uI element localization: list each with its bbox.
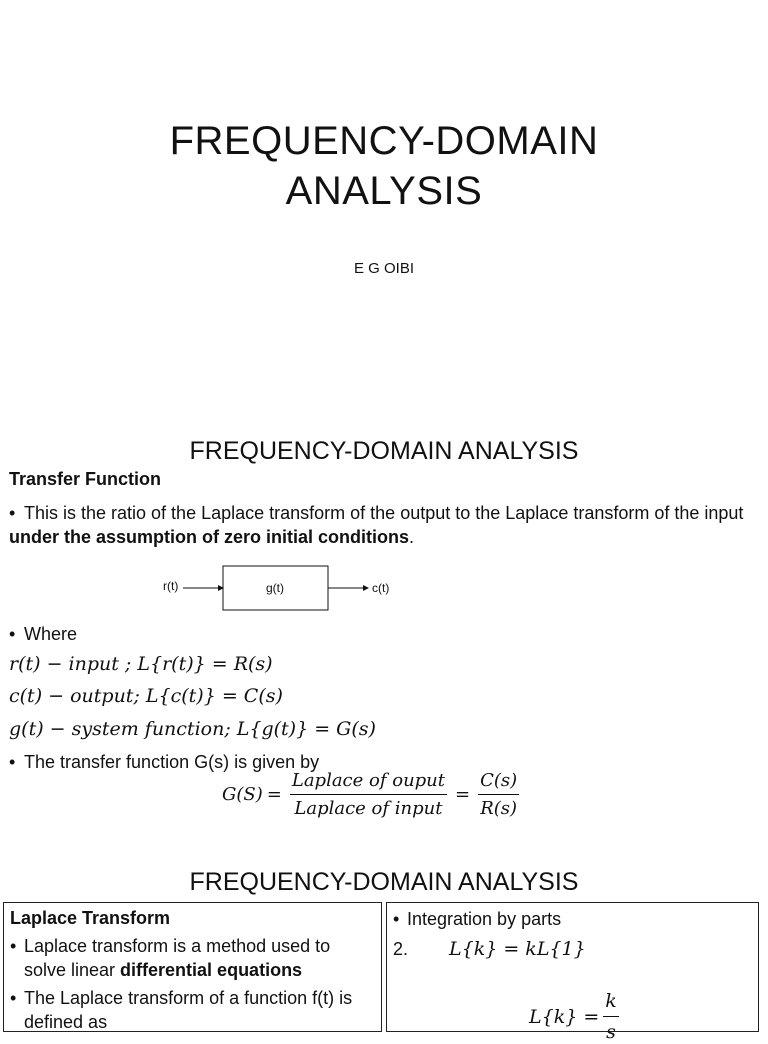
laplace-transform-slide [0, 864, 768, 1043]
definition-bullet [9, 501, 754, 549]
slide-heading: FREQUENCY-DOMAIN ANALYSIS [189, 868, 579, 896]
cs-over-rs-fraction [478, 770, 519, 819]
bullet-glyph: • [10, 936, 17, 956]
fraction-numerator: Laplace of ouput [290, 770, 447, 795]
fraction-numerator: C(s) [478, 770, 519, 795]
transfer-function-formula [222, 770, 523, 819]
constant-transform-lhs: L{k} = [529, 1005, 600, 1028]
k-over-s-fraction [603, 989, 619, 1044]
laplace-transform-heading: Laplace Transform [10, 908, 171, 928]
laplace-method-bold: differential equations [120, 960, 303, 980]
rule-expression: L{k} = kL{1} [449, 938, 586, 960]
laplace-method-bullet [4, 930, 381, 982]
author-name: E G OIBI [353, 260, 414, 277]
output-definition: c(t) − output; L{c(t)} = C(s) [9, 685, 283, 707]
formula-lhs: G(S) [222, 784, 263, 805]
laplace-method-text: Laplace transform is a method used to solve linear [24, 936, 331, 980]
transfer-function-text: The transfer function G(s) is given by [24, 752, 320, 772]
input-definition: r(t) − input ; L{r(t)} = R(s) [9, 653, 273, 675]
bullet-glyph: • [9, 624, 16, 644]
where-bullet [9, 622, 77, 646]
laplace-transform-box [3, 902, 382, 1032]
constant-transform-formula [529, 989, 623, 1044]
laplace-ratio-fraction [290, 770, 447, 819]
definition-text: This is the ratio of the Laplace transform of the output to the Laplace transform of the input [24, 503, 744, 523]
title-line-1: FREQUENCY-DOMAIN [169, 119, 599, 163]
system-block-label: g(t) [266, 581, 284, 595]
definition-end: . [409, 527, 415, 547]
equals-sign: = [266, 784, 282, 805]
system-definition: g(t) − system function; L{g(t)} = G(s) [9, 718, 376, 740]
title-slide [0, 0, 768, 432]
block-diagram [0, 552, 768, 622]
where-text: Where [24, 624, 78, 644]
transfer-function-heading: Transfer Function [9, 469, 162, 489]
transfer-function-slide [0, 432, 768, 864]
integration-by-parts-box [386, 902, 759, 1043]
integration-text: Integration by parts [407, 909, 562, 929]
laplace-definition-text: The Laplace transform of a function f(t) is defined as [24, 988, 353, 1032]
bullet-glyph: • [9, 503, 16, 523]
fraction-numerator: k [603, 989, 619, 1017]
output-signal-label: c(t) [372, 581, 390, 595]
fraction-denominator: R(s) [480, 798, 518, 819]
bullet-glyph: • [9, 752, 16, 772]
input-signal-label: r(t) [163, 579, 179, 593]
equals-sign: = [455, 784, 471, 805]
integration-bullet [387, 903, 758, 931]
bullet-glyph: • [393, 909, 400, 929]
rule-2 [387, 931, 758, 961]
fraction-denominator: Laplace of input [294, 798, 443, 819]
title-line-2: ANALYSIS [285, 169, 483, 213]
rule-number: 2. [393, 939, 409, 959]
slide-heading: FREQUENCY-DOMAIN ANALYSIS [189, 437, 579, 465]
definition-bold-text: under the assumption of zero initial conditions [9, 527, 410, 547]
bullet-glyph: • [10, 988, 17, 1008]
fraction-denominator: s [606, 1021, 616, 1043]
presentation-title [0, 116, 768, 216]
laplace-definition-bullet [4, 982, 381, 1034]
